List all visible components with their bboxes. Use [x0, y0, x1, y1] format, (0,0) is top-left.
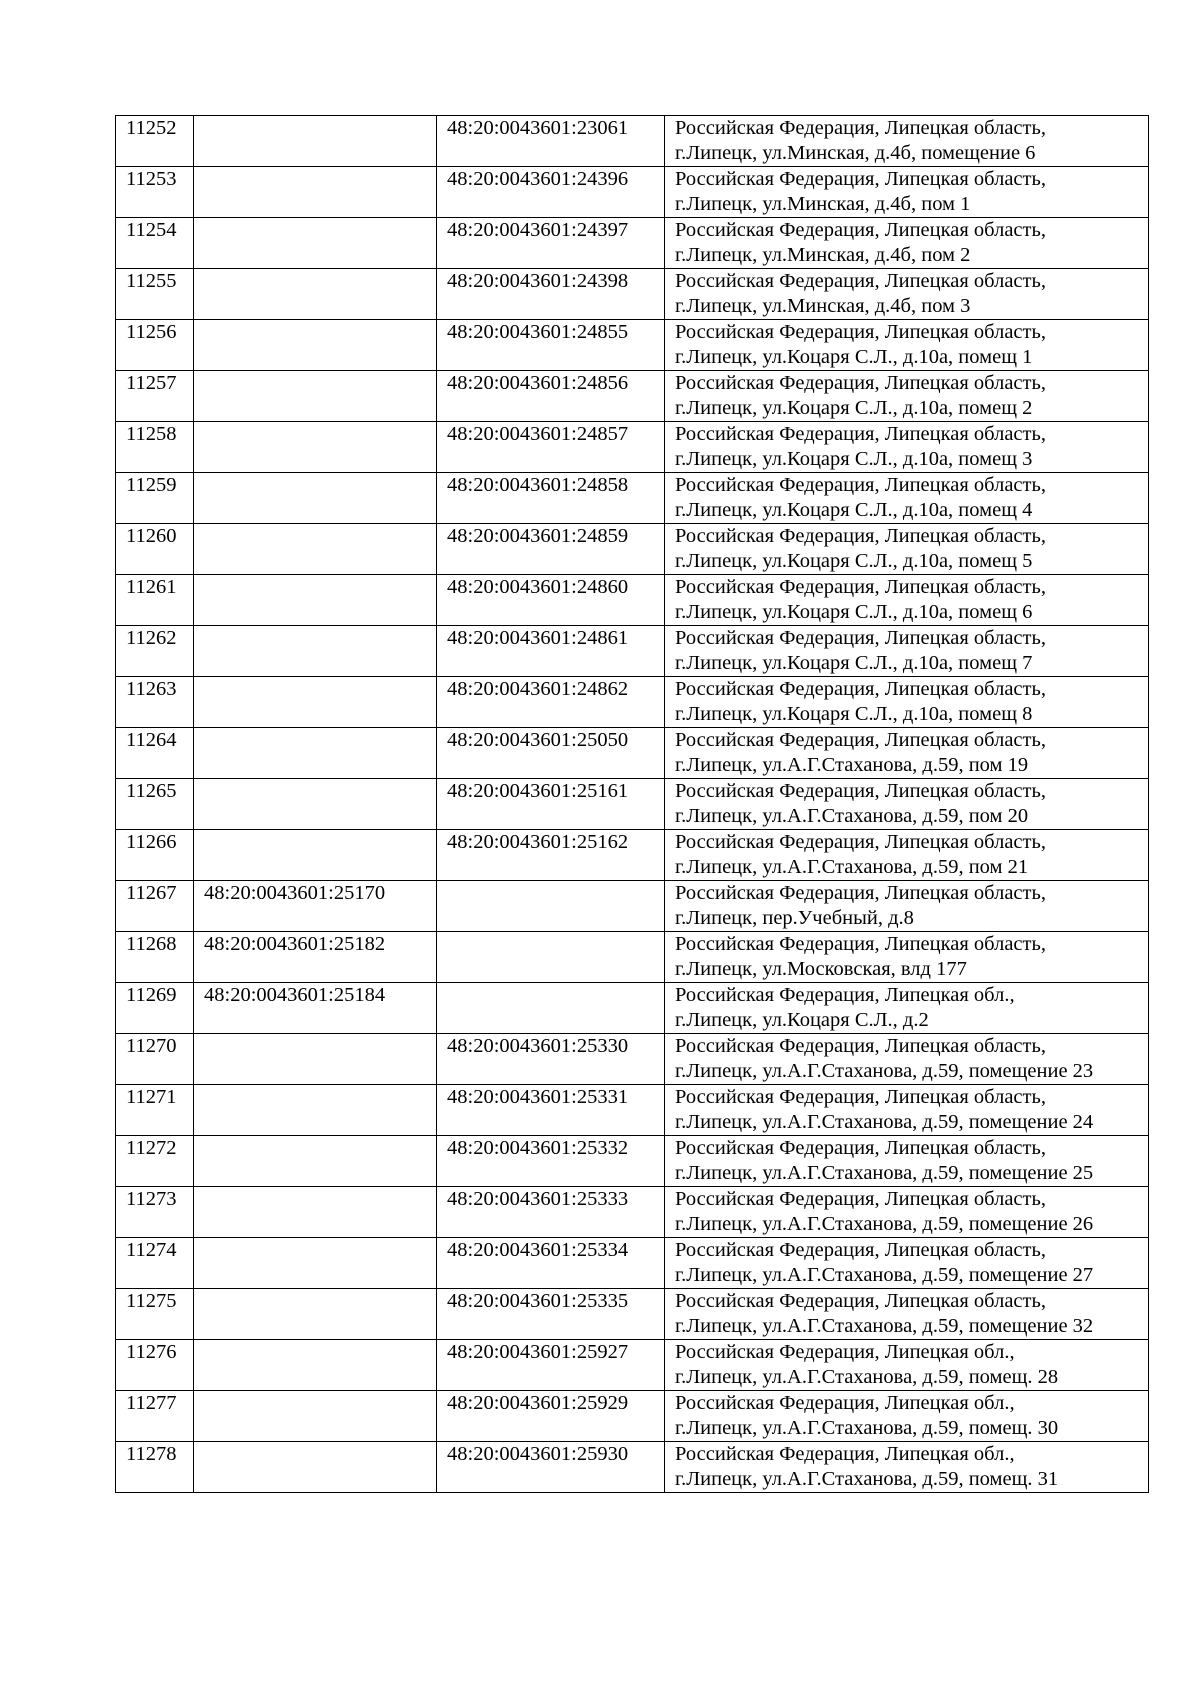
address-line-region: Российская Федерация, Липецкая область,: [675, 321, 1046, 343]
address-cell: [665, 1085, 1149, 1136]
address-line-region: Российская Федерация, Липецкая область,: [675, 1137, 1046, 1159]
address-line-street: г.Липецк, ул.А.Г.Стаханова, д.59, помещение 25: [675, 1162, 1094, 1184]
address-cell: [665, 1238, 1149, 1289]
address-line-street: г.Липецк, ул.Минская, д.4б, помещение 6: [675, 142, 1036, 164]
address-cell: [665, 1340, 1149, 1391]
row-number-cell: 11275: [116, 1289, 194, 1340]
land-cadastral-number-cell: [194, 473, 437, 524]
address-line-region: Российская Федерация, Липецкая область,: [675, 780, 1046, 802]
table-row: [116, 983, 1149, 1034]
table-row: [116, 626, 1149, 677]
address-line-region: Российская Федерация, Липецкая область,: [675, 168, 1046, 190]
land-cadastral-number-cell: 48:20:0043601:25184: [194, 983, 437, 1034]
building-cadastral-number-cell: 48:20:0043601:24862: [437, 677, 665, 728]
address-line-region: Российская Федерация, Липецкая область,: [675, 1035, 1046, 1057]
row-number-cell: 11252: [116, 116, 194, 167]
table-row: [116, 167, 1149, 218]
address-cell: [665, 116, 1149, 167]
building-cadastral-number-cell: 48:20:0043601:25331: [437, 1085, 665, 1136]
address-cell: [665, 1136, 1149, 1187]
table-row: [116, 422, 1149, 473]
land-cadastral-number-cell: [194, 626, 437, 677]
address-line-street: г.Липецк, ул.Коцаря С.Л., д.10а, помещ 4: [675, 499, 1033, 521]
address-line-street: г.Липецк, ул.Коцаря С.Л., д.10а, помещ 7: [675, 652, 1033, 674]
address-cell: [665, 524, 1149, 575]
address-line-street: г.Липецк, ул.Минская, д.4б, пом 3: [675, 295, 971, 317]
building-cadastral-number-cell: 48:20:0043601:24856: [437, 371, 665, 422]
building-cadastral-number-cell: 48:20:0043601:24396: [437, 167, 665, 218]
land-cadastral-number-cell: [194, 1391, 437, 1442]
building-cadastral-number-cell: 48:20:0043601:25929: [437, 1391, 665, 1442]
address-cell: [665, 932, 1149, 983]
address-cell: [665, 1187, 1149, 1238]
row-number-cell: 11259: [116, 473, 194, 524]
row-number-cell: 11254: [116, 218, 194, 269]
land-cadastral-number-cell: [194, 167, 437, 218]
address-line-region: Российская Федерация, Липецкая область,: [675, 219, 1046, 241]
building-cadastral-number-cell: 48:20:0043601:25330: [437, 1034, 665, 1085]
row-number-cell: 11270: [116, 1034, 194, 1085]
address-line-region: Российская Федерация, Липецкая область,: [675, 525, 1046, 547]
building-cadastral-number-cell: [437, 932, 665, 983]
address-line-region: Российская Федерация, Липецкая область,: [675, 270, 1046, 292]
building-cadastral-number-cell: 48:20:0043601:23061: [437, 116, 665, 167]
table-row: [116, 1187, 1149, 1238]
address-cell: [665, 983, 1149, 1034]
address-line-region: Российская Федерация, Липецкая обл.,: [675, 1341, 1015, 1363]
table-row: [116, 371, 1149, 422]
building-cadastral-number-cell: 48:20:0043601:24858: [437, 473, 665, 524]
address-line-region: Российская Федерация, Липецкая область,: [675, 1188, 1046, 1210]
address-line-street: г.Липецк, ул.Коцаря С.Л., д.10а, помещ 8: [675, 703, 1033, 725]
table-row: [116, 1136, 1149, 1187]
address-cell: [665, 779, 1149, 830]
address-cell: [665, 320, 1149, 371]
table-row: [116, 524, 1149, 575]
row-number-cell: 11260: [116, 524, 194, 575]
address-line-street: г.Липецк, ул.А.Г.Стаханова, д.59, пом 19: [675, 754, 1029, 776]
row-number-cell: 11276: [116, 1340, 194, 1391]
row-number-cell: 11274: [116, 1238, 194, 1289]
building-cadastral-number-cell: 48:20:0043601:24859: [437, 524, 665, 575]
address-line-region: Российская Федерация, Липецкая область,: [675, 474, 1046, 496]
land-cadastral-number-cell: [194, 830, 437, 881]
row-number-cell: 11269: [116, 983, 194, 1034]
address-line-region: Российская Федерация, Липецкая область,: [675, 576, 1046, 598]
table-row: [116, 1340, 1149, 1391]
row-number-cell: 11258: [116, 422, 194, 473]
land-cadastral-number-cell: [194, 1340, 437, 1391]
address-line-street: г.Липецк, ул.Минская, д.4б, пом 2: [675, 244, 971, 266]
address-line-street: г.Липецк, ул.Коцаря С.Л., д.10а, помещ 5: [675, 550, 1033, 572]
address-line-region: Российская Федерация, Липецкая область,: [675, 882, 1046, 904]
building-cadastral-number-cell: 48:20:0043601:25335: [437, 1289, 665, 1340]
address-line-street: г.Липецк, ул.Московская, влд 177: [675, 958, 967, 980]
table-row: [116, 728, 1149, 779]
registry-table-body: [116, 116, 1149, 1493]
address-cell: [665, 881, 1149, 932]
land-cadastral-number-cell: [194, 422, 437, 473]
address-line-street: г.Липецк, ул.Минская, д.4б, пом 1: [675, 193, 971, 215]
row-number-cell: 11266: [116, 830, 194, 881]
building-cadastral-number-cell: 48:20:0043601:24398: [437, 269, 665, 320]
address-cell: [665, 167, 1149, 218]
row-number-cell: 11253: [116, 167, 194, 218]
row-number-cell: 11255: [116, 269, 194, 320]
building-cadastral-number-cell: 48:20:0043601:24860: [437, 575, 665, 626]
table-row: [116, 881, 1149, 932]
building-cadastral-number-cell: [437, 983, 665, 1034]
table-row: [116, 677, 1149, 728]
address-line-street: г.Липецк, ул.А.Г.Стаханова, д.59, помещение 27: [675, 1264, 1094, 1286]
table-row: [116, 1034, 1149, 1085]
row-number-cell: 11272: [116, 1136, 194, 1187]
address-line-street: г.Липецк, пер.Учебный, д.8: [675, 907, 914, 929]
table-row: [116, 116, 1149, 167]
land-cadastral-number-cell: [194, 1289, 437, 1340]
address-line-street: г.Липецк, ул.А.Г.Стаханова, д.59, помещение 32: [675, 1315, 1094, 1337]
address-line-region: Российская Федерация, Липецкая обл.,: [675, 1392, 1015, 1414]
row-number-cell: 11273: [116, 1187, 194, 1238]
building-cadastral-number-cell: 48:20:0043601:25162: [437, 830, 665, 881]
table-row: [116, 1085, 1149, 1136]
building-cadastral-number-cell: 48:20:0043601:25332: [437, 1136, 665, 1187]
table-row: [116, 575, 1149, 626]
address-line-region: Российская Федерация, Липецкая область,: [675, 372, 1046, 394]
address-line-region: Российская Федерация, Липецкая область,: [675, 1086, 1046, 1108]
row-number-cell: 11267: [116, 881, 194, 932]
address-cell: [665, 1034, 1149, 1085]
address-line-region: Российская Федерация, Липецкая область,: [675, 423, 1046, 445]
row-number-cell: 11277: [116, 1391, 194, 1442]
address-line-street: г.Липецк, ул.А.Г.Стаханова, д.59, помещение 26: [675, 1213, 1094, 1235]
building-cadastral-number-cell: 48:20:0043601:24397: [437, 218, 665, 269]
address-line-street: г.Липецк, ул.А.Г.Стаханова, д.59, пом 20: [675, 805, 1029, 827]
table-row: [116, 1391, 1149, 1442]
address-cell: [665, 218, 1149, 269]
address-line-street: г.Липецк, ул.А.Г.Стаханова, д.59, пом 21: [675, 856, 1029, 878]
building-cadastral-number-cell: [437, 881, 665, 932]
address-cell: [665, 830, 1149, 881]
address-line-region: Российская Федерация, Липецкая область,: [675, 831, 1046, 853]
address-cell: [665, 473, 1149, 524]
address-line-region: Российская Федерация, Липецкая обл.,: [675, 1443, 1015, 1465]
table-row: [116, 830, 1149, 881]
row-number-cell: 11261: [116, 575, 194, 626]
address-cell: [665, 1442, 1149, 1493]
address-cell: [665, 728, 1149, 779]
land-cadastral-number-cell: [194, 1085, 437, 1136]
address-line-street: г.Липецк, ул.Коцаря С.Л., д.2: [675, 1009, 929, 1031]
land-cadastral-number-cell: [194, 371, 437, 422]
land-cadastral-number-cell: [194, 1034, 437, 1085]
table-row: [116, 779, 1149, 830]
row-number-cell: 11263: [116, 677, 194, 728]
table-row: [116, 320, 1149, 371]
address-line-region: Российская Федерация, Липецкая область,: [675, 729, 1046, 751]
building-cadastral-number-cell: 48:20:0043601:25930: [437, 1442, 665, 1493]
address-line-region: Российская Федерация, Липецкая область,: [675, 117, 1046, 139]
land-cadastral-number-cell: [194, 677, 437, 728]
land-cadastral-number-cell: [194, 1136, 437, 1187]
address-line-region: Российская Федерация, Липецкая область,: [675, 627, 1046, 649]
building-cadastral-number-cell: 48:20:0043601:25333: [437, 1187, 665, 1238]
address-line-region: Российская Федерация, Липецкая область,: [675, 1239, 1046, 1261]
address-cell: [665, 1289, 1149, 1340]
address-line-region: Российская Федерация, Липецкая область,: [675, 1290, 1046, 1312]
table-row: [116, 932, 1149, 983]
building-cadastral-number-cell: 48:20:0043601:24857: [437, 422, 665, 473]
table-row: [116, 1289, 1149, 1340]
building-cadastral-number-cell: 48:20:0043601:25927: [437, 1340, 665, 1391]
address-cell: [665, 677, 1149, 728]
land-cadastral-number-cell: [194, 320, 437, 371]
address-line-street: г.Липецк, ул.Коцаря С.Л., д.10а, помещ 6: [675, 601, 1033, 623]
table-row: [116, 218, 1149, 269]
land-cadastral-number-cell: [194, 575, 437, 626]
land-cadastral-number-cell: 48:20:0043601:25170: [194, 881, 437, 932]
row-number-cell: 11265: [116, 779, 194, 830]
building-cadastral-number-cell: 48:20:0043601:25050: [437, 728, 665, 779]
registry-table: [115, 115, 1149, 1493]
address-line-street: г.Липецк, ул.Коцаря С.Л., д.10а, помещ 2: [675, 397, 1033, 419]
land-cadastral-number-cell: 48:20:0043601:25182: [194, 932, 437, 983]
row-number-cell: 11268: [116, 932, 194, 983]
land-cadastral-number-cell: [194, 218, 437, 269]
address-cell: [665, 1391, 1149, 1442]
land-cadastral-number-cell: [194, 269, 437, 320]
table-row: [116, 1442, 1149, 1493]
address-line-street: г.Липецк, ул.Коцаря С.Л., д.10а, помещ 1: [675, 346, 1033, 368]
address-line-street: г.Липецк, ул.А.Г.Стаханова, д.59, помещ. 28: [675, 1366, 1059, 1388]
building-cadastral-number-cell: 48:20:0043601:24855: [437, 320, 665, 371]
row-number-cell: 11271: [116, 1085, 194, 1136]
address-cell: [665, 626, 1149, 677]
land-cadastral-number-cell: [194, 779, 437, 830]
land-cadastral-number-cell: [194, 116, 437, 167]
row-number-cell: 11257: [116, 371, 194, 422]
row-number-cell: 11278: [116, 1442, 194, 1493]
address-line-street: г.Липецк, ул.А.Г.Стаханова, д.59, помещ. 31: [675, 1468, 1059, 1490]
land-cadastral-number-cell: [194, 524, 437, 575]
land-cadastral-number-cell: [194, 1187, 437, 1238]
address-cell: [665, 422, 1149, 473]
table-row: [116, 473, 1149, 524]
table-row: [116, 269, 1149, 320]
row-number-cell: 11264: [116, 728, 194, 779]
land-cadastral-number-cell: [194, 1238, 437, 1289]
land-cadastral-number-cell: [194, 728, 437, 779]
building-cadastral-number-cell: 48:20:0043601:24861: [437, 626, 665, 677]
address-line-street: г.Липецк, ул.Коцаря С.Л., д.10а, помещ 3: [675, 448, 1033, 470]
row-number-cell: 11262: [116, 626, 194, 677]
address-line-street: г.Липецк, ул.А.Г.Стаханова, д.59, помещение 23: [675, 1060, 1094, 1082]
address-line-street: г.Липецк, ул.А.Г.Стаханова, д.59, помещение 24: [675, 1111, 1094, 1133]
address-line-region: Российская Федерация, Липецкая обл.,: [675, 984, 1015, 1006]
building-cadastral-number-cell: 48:20:0043601:25334: [437, 1238, 665, 1289]
address-line-region: Российская Федерация, Липецкая область,: [675, 678, 1046, 700]
address-cell: [665, 575, 1149, 626]
address-cell: [665, 269, 1149, 320]
address-line-region: Российская Федерация, Липецкая область,: [675, 933, 1046, 955]
land-cadastral-number-cell: [194, 1442, 437, 1493]
table-row: [116, 1238, 1149, 1289]
address-cell: [665, 371, 1149, 422]
address-line-street: г.Липецк, ул.А.Г.Стаханова, д.59, помещ. 30: [675, 1417, 1059, 1439]
row-number-cell: 11256: [116, 320, 194, 371]
building-cadastral-number-cell: 48:20:0043601:25161: [437, 779, 665, 830]
